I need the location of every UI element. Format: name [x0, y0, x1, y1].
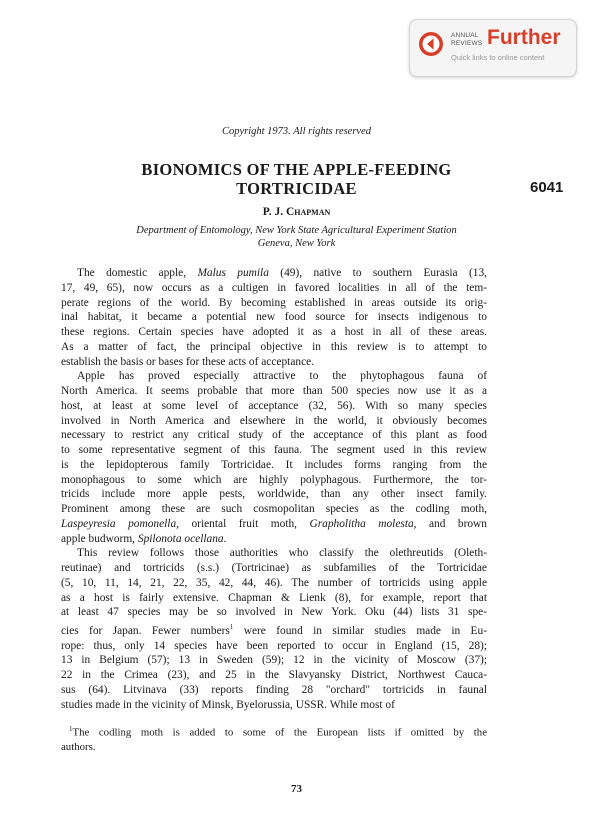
text-line — [61, 639, 487, 654]
affiliation-line-2: Geneva, New York — [257, 238, 336, 249]
footnote — [61, 722, 487, 755]
text-run: 17, 49, 65), now occurs as a cultigen in favored localities in all of the tem- — [61, 281, 487, 294]
text-line — [61, 576, 487, 591]
text-line — [61, 266, 487, 281]
text-run: (49), native to southern Eurasia (13, — [268, 267, 488, 279]
text-run: reutinae) and tortricids (s.s.) (Tortricinae) as subfamilies of the Tortricidae — [61, 562, 487, 574]
footnote-line-2: authors. — [61, 741, 96, 754]
text-run: and brown — [416, 517, 487, 530]
footnote-reference: 1 — [229, 623, 234, 631]
further-label: Further — [487, 26, 561, 49]
italic-text-run: Laspeyresia pomonella, — [61, 517, 180, 530]
copyright-notice: Copyright 1973. All rights reserved — [221, 126, 372, 137]
text-run: at least 47 species may be so involved in New York. Oku (44) lists 31 spe- — [61, 606, 487, 619]
footnote-line-1 — [61, 722, 487, 740]
italic-text-run: Spilonota ocellana. — [137, 532, 227, 545]
text-run: sus (64). Litvinava (33) reports finding 28 "orchard" tortricids in faunal — [61, 683, 487, 696]
text-line — [61, 458, 487, 473]
title-line-1: BIONOMICS OF THE APPLE-FEEDING — [141, 160, 452, 179]
text-run: apple budworm, — [61, 532, 138, 545]
text-line — [61, 414, 487, 429]
text-run: 13 in Belgium (57); 13 in Sweden (59); 12 in the vicinity of Moscow (37); — [61, 654, 487, 667]
paragraph-3 — [61, 546, 487, 712]
text-line — [61, 428, 487, 443]
text-run: As a matter of fact, the principal objective in this review is to attempt to — [61, 340, 487, 353]
further-banner[interactable] — [409, 19, 577, 77]
text-run: tricids include more apple pests, worldwide, than any other insect family. — [61, 488, 487, 501]
text-run: The domestic apple, — [77, 267, 198, 279]
text-line — [61, 683, 487, 698]
text-run: host, at least at some level of acceptance (32, 56). With so many species — [61, 399, 487, 412]
text-run: as a host is fairly extensive. Chapman & Lienk (8), for example, report that — [61, 591, 487, 604]
text-run: Apple has proved especially attractive to the phytophagous fauna of — [77, 370, 487, 383]
text-run: these regions. Certain species have adopted it as a host in all of these areas. — [61, 326, 487, 338]
text-run: were found in similar studies made in Eu- — [233, 624, 487, 637]
text-line — [61, 532, 487, 547]
text-line — [61, 698, 487, 713]
text-line — [61, 384, 487, 399]
article-title — [0, 160, 593, 198]
page-number: 73 — [291, 783, 302, 795]
text-line — [61, 399, 487, 414]
text-line — [61, 561, 487, 576]
back-arrow-icon — [418, 31, 444, 57]
annual-reviews-label: ANNUAL REVIEWS — [451, 32, 483, 47]
text-line — [61, 325, 487, 340]
text-line — [61, 487, 487, 502]
italic-text-run: Malus pumila — [197, 267, 269, 279]
text-run: is the lepidopterous family Tortricidae. It includes forms ranging from the — [61, 458, 487, 471]
footnote-text-1: The codling moth is added to some of the European lists if omitted by the — [72, 726, 487, 739]
text-run: involved in North America and elsewhere in the world, it obviously becomes — [61, 414, 487, 427]
text-run: to some representative segment of this fauna. The segment used in this review — [61, 444, 487, 456]
text-run: (5, 10, 11, 14, 21, 22, 35, 42, 44, 46). The number of tortricids using apple — [61, 576, 487, 589]
author-affiliation — [0, 224, 593, 250]
title-line-2: TORTRICIDAE — [236, 179, 357, 198]
text-line — [61, 281, 487, 296]
text-run: necessary to restrict any critical study of the acceptance of this plant as food — [61, 429, 487, 442]
text-run: This review follows those authorities who classify the olethreutids (Oleth- — [77, 547, 487, 560]
affiliation-line-1: Department of Entomology, New York State Agricultural Experiment Station — [136, 225, 457, 236]
article-number: 6041 — [530, 179, 564, 196]
italic-text-run: Grapholitha molesta, — [309, 517, 417, 530]
text-line — [61, 473, 487, 488]
text-line — [61, 443, 487, 458]
paragraph-1 — [61, 266, 487, 369]
text-run: North America. It seems probable that more than 500 species now use it as a — [61, 385, 487, 397]
text-run: inal habitat, it became a potential new food source for insects indigenous to — [61, 311, 487, 324]
text-run: Prominent among these are such cosmopolitan species as the codling moth, — [61, 503, 487, 515]
text-line — [61, 369, 487, 384]
text-run: rope: thus, only 14 species have been reported to occur in England (15, 28); — [61, 639, 487, 652]
footnote-marker: 1 — [69, 725, 73, 733]
text-line — [61, 653, 487, 668]
paragraph-2 — [61, 369, 487, 546]
text-run: studies made in the vicinity of Minsk, Byelorussia, USSR. While most of — [61, 698, 395, 711]
text-line — [61, 340, 487, 355]
text-line — [61, 310, 487, 325]
text-run: establish the basis or bases for these acts of acceptance. — [61, 355, 315, 368]
text-line — [61, 296, 487, 311]
text-run: cies for Japan. Fewer numbers — [61, 624, 230, 637]
text-line — [61, 502, 487, 517]
text-line — [61, 546, 487, 561]
text-line — [61, 668, 487, 683]
text-run: 22 in the Crimea (23), and 25 in the Slavyansky District, Northwest Cauca- — [61, 669, 487, 682]
text-line — [61, 355, 487, 370]
text-run: monophagous to some which are highly polyphagous. Furthermore, the tor- — [61, 473, 487, 486]
text-line — [61, 620, 487, 639]
text-run: oriental fruit moth, — [179, 517, 310, 530]
text-line — [61, 605, 487, 620]
article-body — [61, 266, 487, 712]
text-line — [61, 591, 487, 606]
author-name-text: P. J. Chapman — [262, 206, 331, 218]
text-run: perate regions of the world. By becoming established in areas outside its orig- — [61, 296, 487, 309]
author-name — [0, 206, 593, 218]
further-subtitle: Quick links to online content — [451, 53, 545, 62]
text-line — [61, 517, 487, 532]
